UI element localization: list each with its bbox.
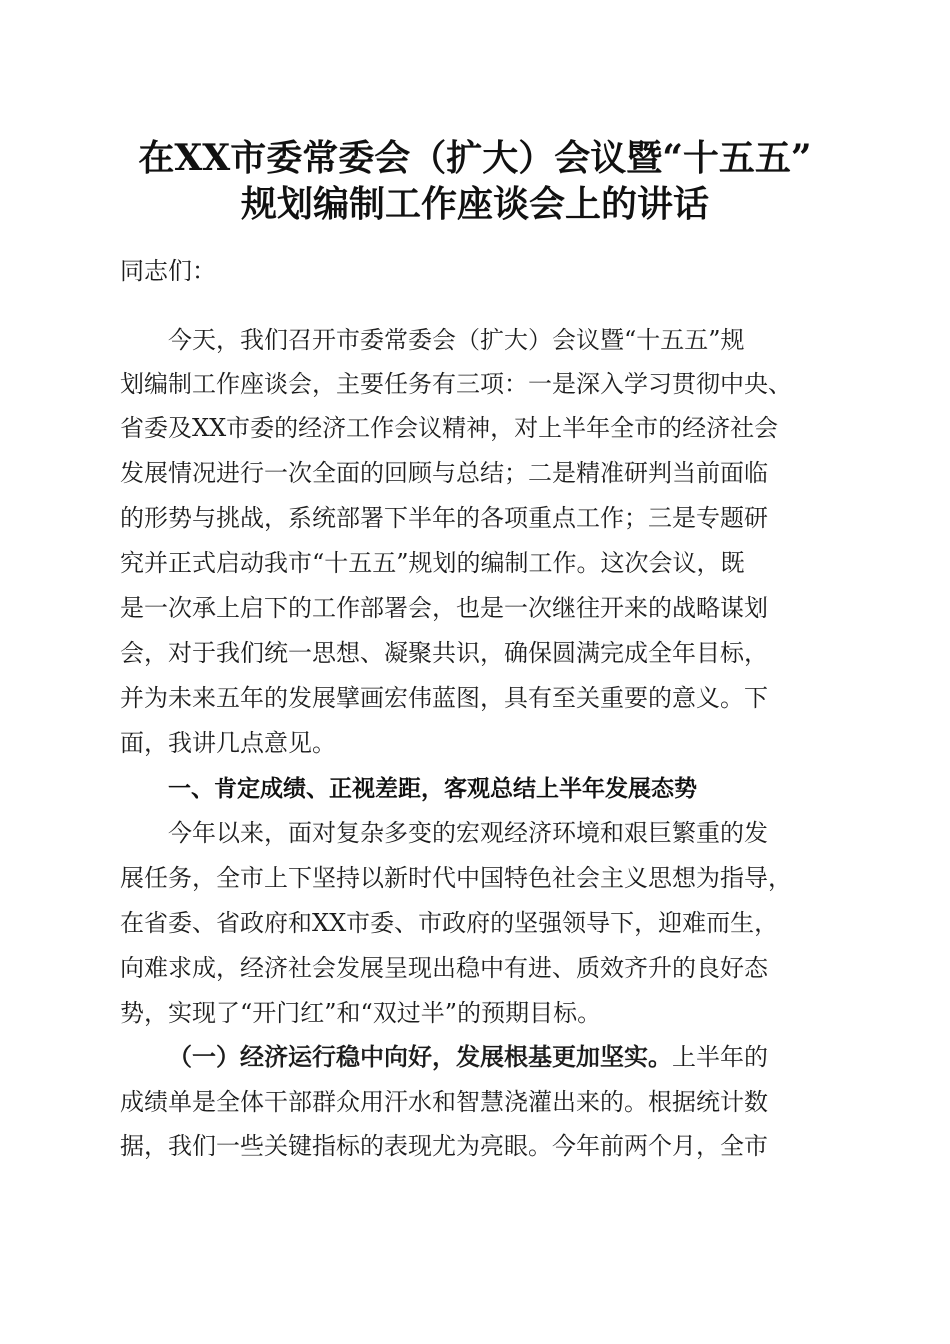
para1-line: 省委及XX市委的经济工作会议精神，对上半年全市的经济社会 [120,414,779,442]
para3-line: 据，我们一些关键指标的表现尤为亮眼。今年前两个月，全市 [120,1132,768,1160]
title-line-1: 在XX市委常委会（扩大）会议暨“十五五” [138,137,812,179]
section-heading: 一、肯定成绩、正视差距，客观总结上半年发展态势 [168,776,697,802]
para1-line: 是一次承上启下的工作部署会，也是一次继往开来的战略谋划 [120,594,768,622]
title-line-2: 规划编制工作座谈会上的讲话 [240,183,709,225]
subsection-rest: 上半年的 [672,1043,768,1071]
para2-line: 在省委、省政府和XX市委、市政府的坚强领导下，迎难而生， [120,909,779,937]
para1-line: 的形势与挑战，系统部署下半年的各项重点工作；三是专题研 [120,504,768,532]
para1-line: 今天，我们召开市委常委会（扩大）会议暨“十五五”规 [168,326,745,354]
para1-line: 并为未来五年的发展擘画宏伟蓝图，具有至关重要的意义。下 [120,684,768,712]
salutation: 同志们： [120,257,216,285]
para1-line: 发展情况进行一次全面的回顾与总结；二是精准研判当前面临 [120,459,768,487]
subsection-lead: （一）经济运行稳中向好，发展根基更加坚实。 [168,1042,672,1071]
subsection-line [168,1042,768,1072]
para2-line: 今年以来，面对复杂多变的宏观经济环境和艰巨繁重的发 [168,819,768,847]
para3-line: 成绩单是全体干部群众用汗水和智慧浇灌出来的。根据统计数 [120,1088,768,1116]
para2-line: 势，实现了“开门红”和“双过半”的预期目标。 [120,999,602,1027]
para1-line: 面，我讲几点意见。 [120,729,336,757]
para1-line: 究并正式启动我市“十五五”规划的编制工作。这次会议，既 [120,549,745,577]
para2-line: 展任务，全市上下坚持以新时代中国特色社会主义思想为指导， [120,864,792,892]
para1-line: 会，对于我们统一思想、凝聚共识，确保圆满完成全年目标， [120,639,768,667]
para2-line: 向难求成，经济社会发展呈现出稳中有进、质效齐升的良好态 [120,954,768,982]
para1-line: 划编制工作座谈会，主要任务有三项：一是深入学习贯彻中央、 [120,370,792,398]
